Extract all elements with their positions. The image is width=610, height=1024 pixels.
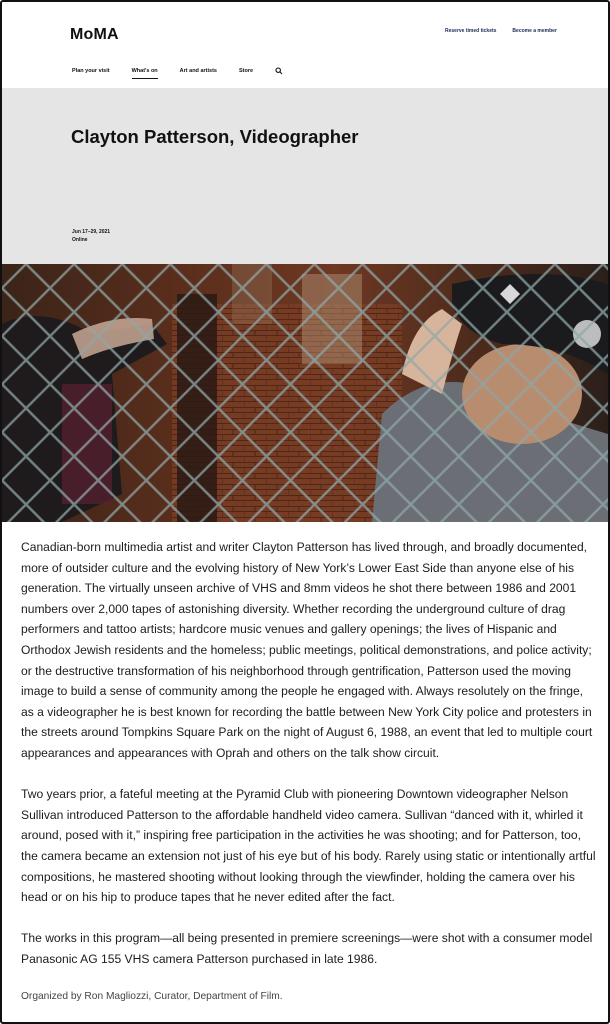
nav-art-and-artists[interactable]: Art and artists (179, 68, 217, 74)
event-venue: Online (72, 237, 88, 243)
event-title-band (2, 88, 608, 264)
nav-whats-on[interactable]: What's on (132, 68, 158, 78)
description-paragraph: Canadian-born multimedia artist and writer Clayton Patterson has lived through, and broadly documented, more of outsider culture and the evolving history of New York’s Lower East Side than anyone else of his generation. The virtually unseen archive of VHS and 8mm videos he shot there between 1986 and 2001 numbers over 2,000 tapes of astonishing diversity. Whether recording the underground culture of drag performers and tattoo artists; hardcore music venues and gallery openings; the lives of Hispanic and Orthodox Jewish residents and the homeless; public meetings, political demonstrations, and police activity; or the destructive transformation of his neighborhood through gentrification, Patterson used the moving image to build a sense of community among the people he engaged with. Always resolutely on the fringe, as a videographer he is best known for recording the battle between New York City police and protesters in the streets around Tompkins Square Park on the night of August 6, 1988, an event that led to multiple court appearances and appearances with Oprah and others on the talk show circuit. (21, 540, 593, 760)
reserve-tickets-link[interactable]: Reserve timed tickets (445, 28, 497, 34)
hero-image (2, 264, 608, 522)
top-links (445, 28, 557, 34)
description-paragraph: Two years prior, a fateful meeting at the Pyramid Club with pioneering Downtown videographer Nelson Sullivan introduced Patterson to the affordable handheld video camera. Sullivan “danced with it, whirled it around, posed with it,” inspiring free participation in the activities he was shooting; and for Patterson, too, the camera became an extension not just of his eye but of his body. Rarely using static or intentionally artful compositions, he mastered shooting without looking through the viewfinder, holding the camera over his head or on his hip to produce tapes that he never edited after the fact. (21, 787, 596, 905)
main-nav (72, 68, 283, 78)
event-date: Jun 17–29, 2021 (72, 229, 111, 235)
site-header (2, 2, 608, 88)
nav-plan-your-visit[interactable]: Plan your visit (72, 68, 110, 74)
hero-photo-illustration (2, 264, 608, 522)
moma-logo[interactable]: MoMA (70, 26, 119, 43)
become-member-link[interactable]: Become a member (512, 28, 557, 34)
curator-credit: Organized by Ron Magliozzi, Curator, Department of Film. (21, 991, 283, 1002)
search-icon[interactable] (275, 67, 283, 75)
page-title: Clayton Patterson, Videographer (71, 126, 359, 147)
event-description (21, 537, 596, 990)
description-paragraph: The works in this program—all being presented in premiere screenings—were shot with a consumer model Panasonic AG 155 VHS camera Patterson purchased in late 1986. (21, 931, 593, 966)
nav-store[interactable]: Store (238, 68, 254, 74)
